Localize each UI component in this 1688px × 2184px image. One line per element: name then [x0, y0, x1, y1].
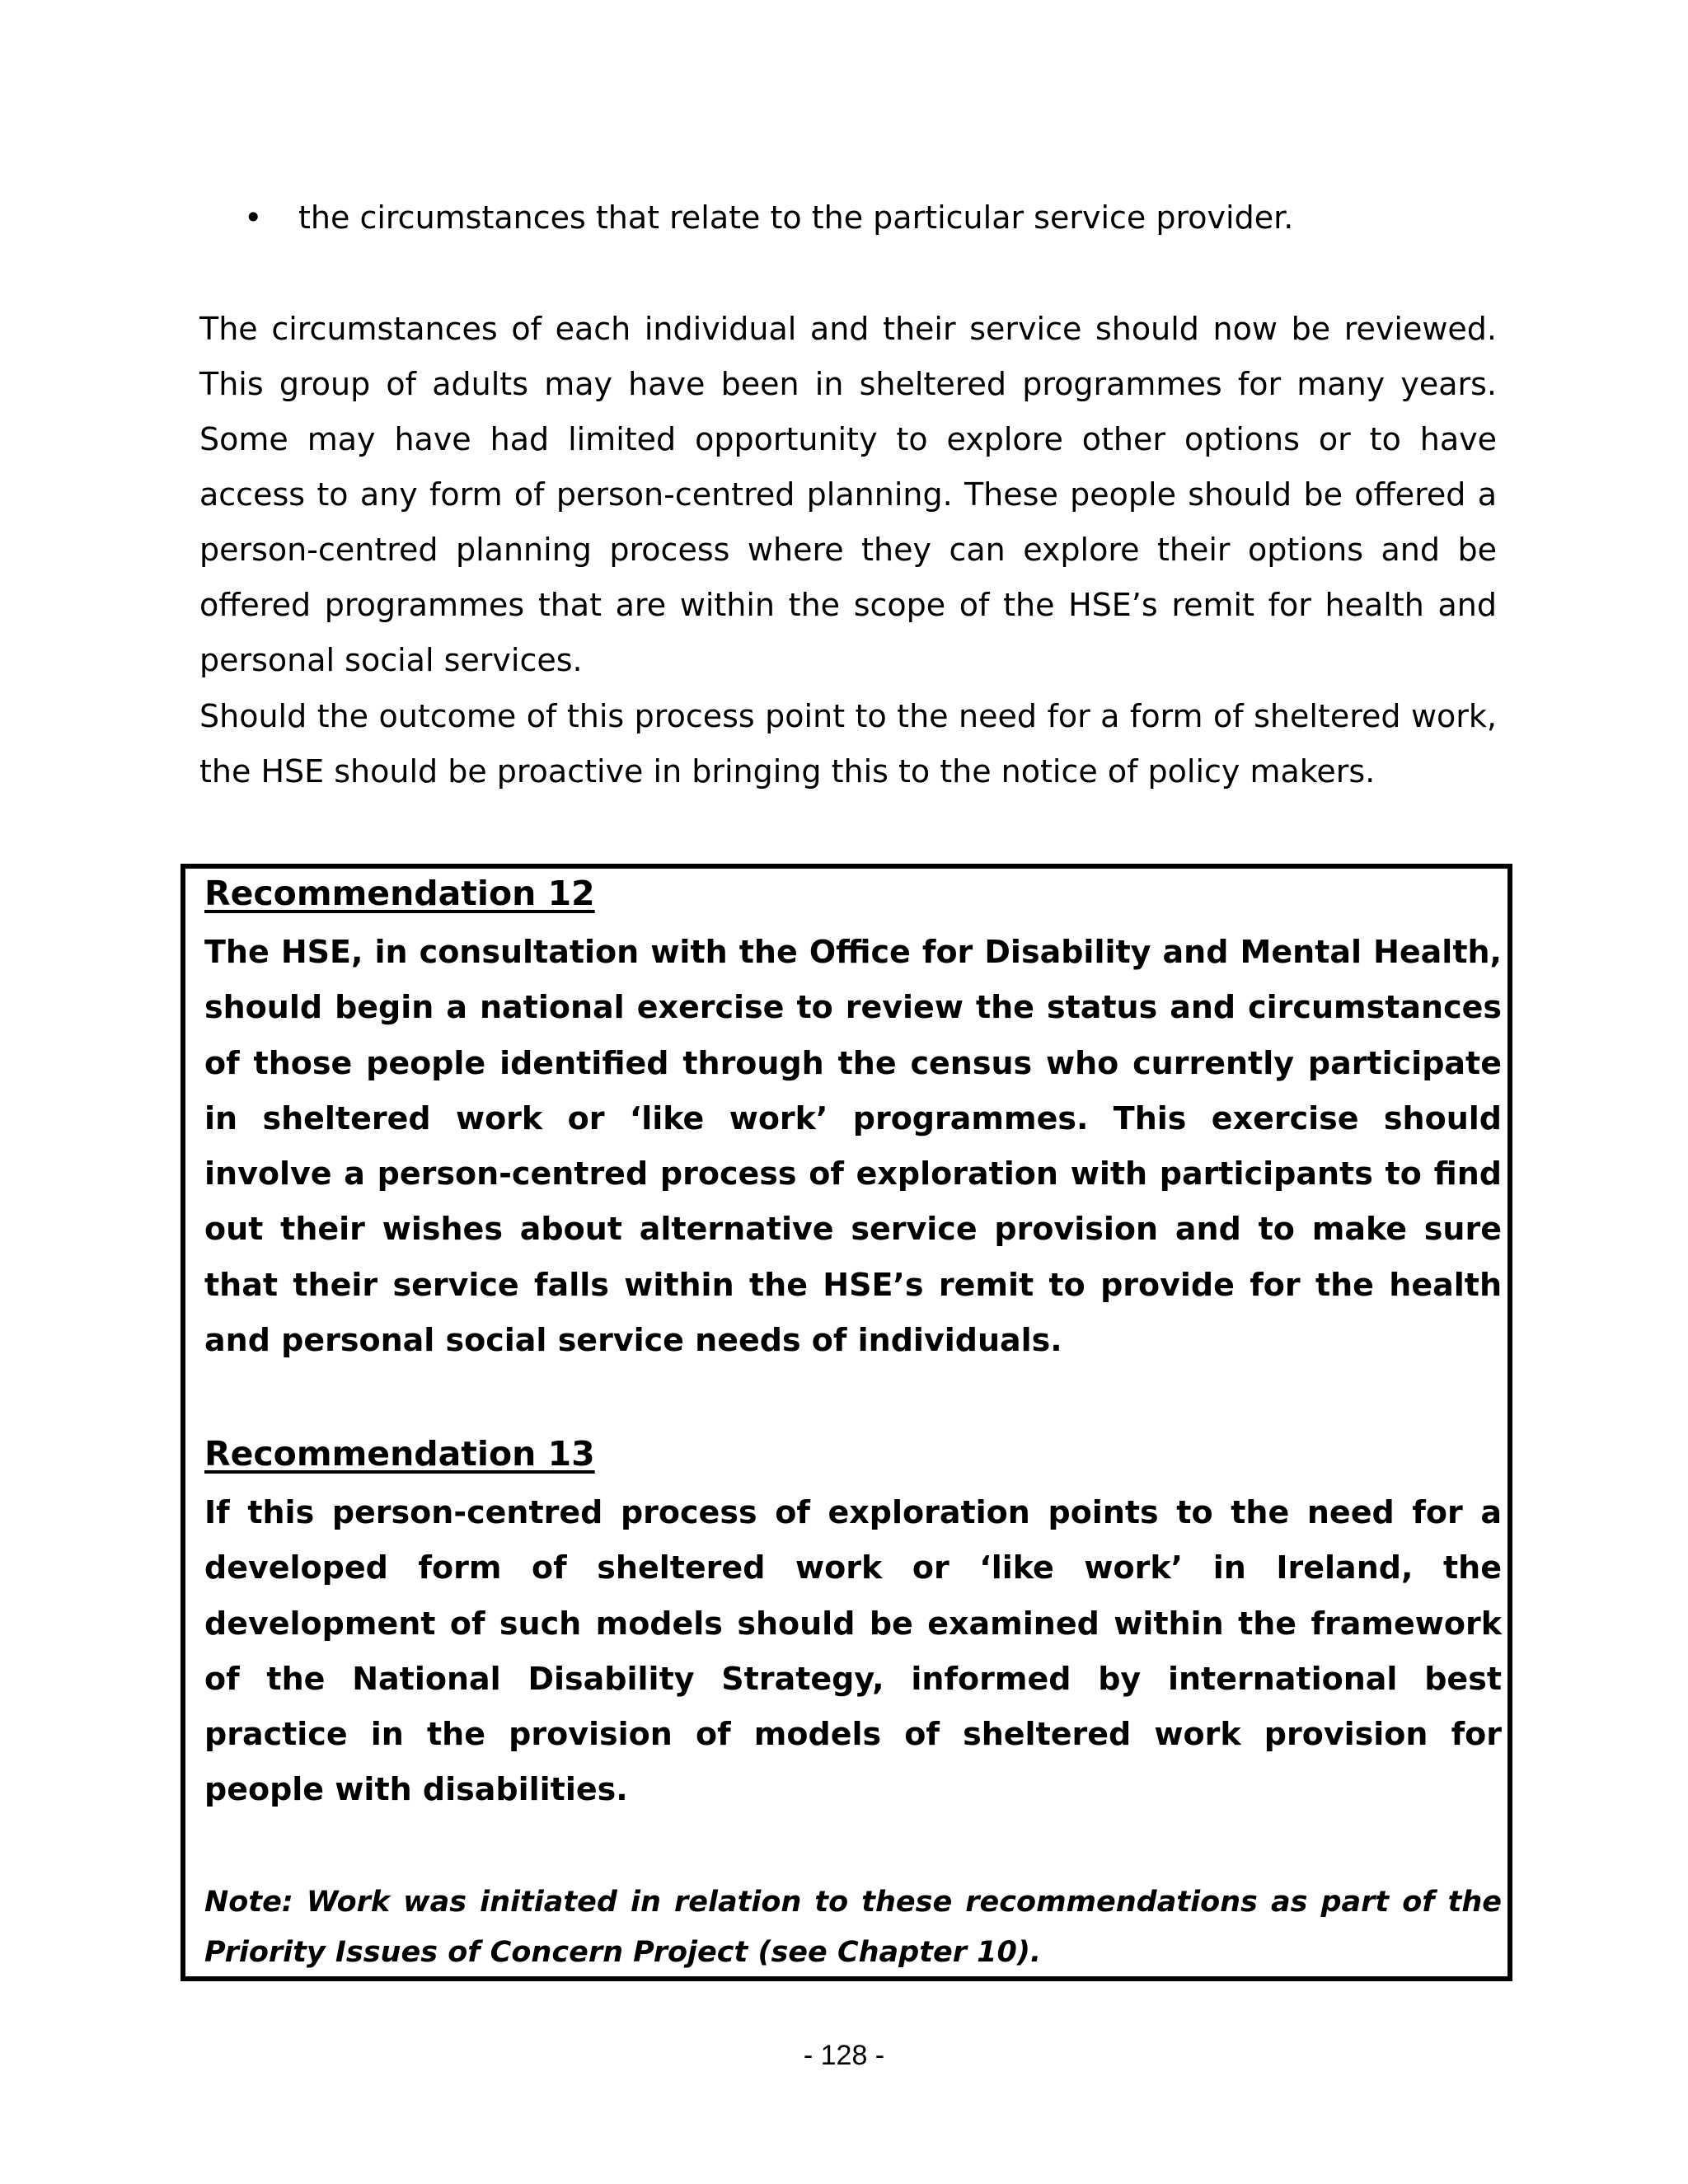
bullet-text: the circumstances that relate to the particular service provider.: [298, 199, 1294, 236]
recommendation-13-body: If this person-centred process of exploration points to the need for a developed form of sheltered work or ‘like work’ in Ireland, the development of such models should be examined within the framework of the National Disability Strategy, informed by international best practice in the provision of models of sheltered work provision for people with disabilities.: [204, 1494, 1502, 1808]
recommendations-note: Note: Work was initiated in relation to these recommendations as part of the Priority Issues of Concern Project (see Chapter 10).: [204, 1886, 1502, 1969]
body-paragraph-outcome: Should the outcome of this process point to the need for a form of sheltered work, the HSE should be proactive in bringing this to the notice of policy makers.: [199, 698, 1497, 790]
recommendation-12-body: The HSE, in consultation with the Office for Disability and Mental Health, should begin a national exercise to review the status and circumstances of those people identified through the census who currently participate in sheltered work or ‘like work’ programmes. This exercise should involve a person-centred process of exploration with participants to find out their wishes about alternative service provision and to make sure that their service falls within the HSE’s remit to provide for the health and personal social service needs of individuals.: [204, 934, 1502, 1359]
bullet-list-item: [244, 194, 1497, 241]
body-paragraph-review: The circumstances of each individual and their service should now be reviewed. This group of adults may have been in sheltered programmes for many years. Some may have had limited opportunity to explore other options or to have access to any form of person-centred planning. These people should be offered a person-centred planning process where they can explore their options and be offered programmes that are within the scope of the HSE’s remit for health and personal social services.: [199, 311, 1497, 678]
bullet-icon: •: [244, 199, 263, 236]
page-number: - 128 -: [803, 2040, 885, 2071]
recommendations-box: [181, 864, 1512, 1981]
recommendation-13-title: Recommendation 13: [204, 1434, 595, 1474]
recommendation-12-title: Recommendation 12: [204, 874, 595, 913]
